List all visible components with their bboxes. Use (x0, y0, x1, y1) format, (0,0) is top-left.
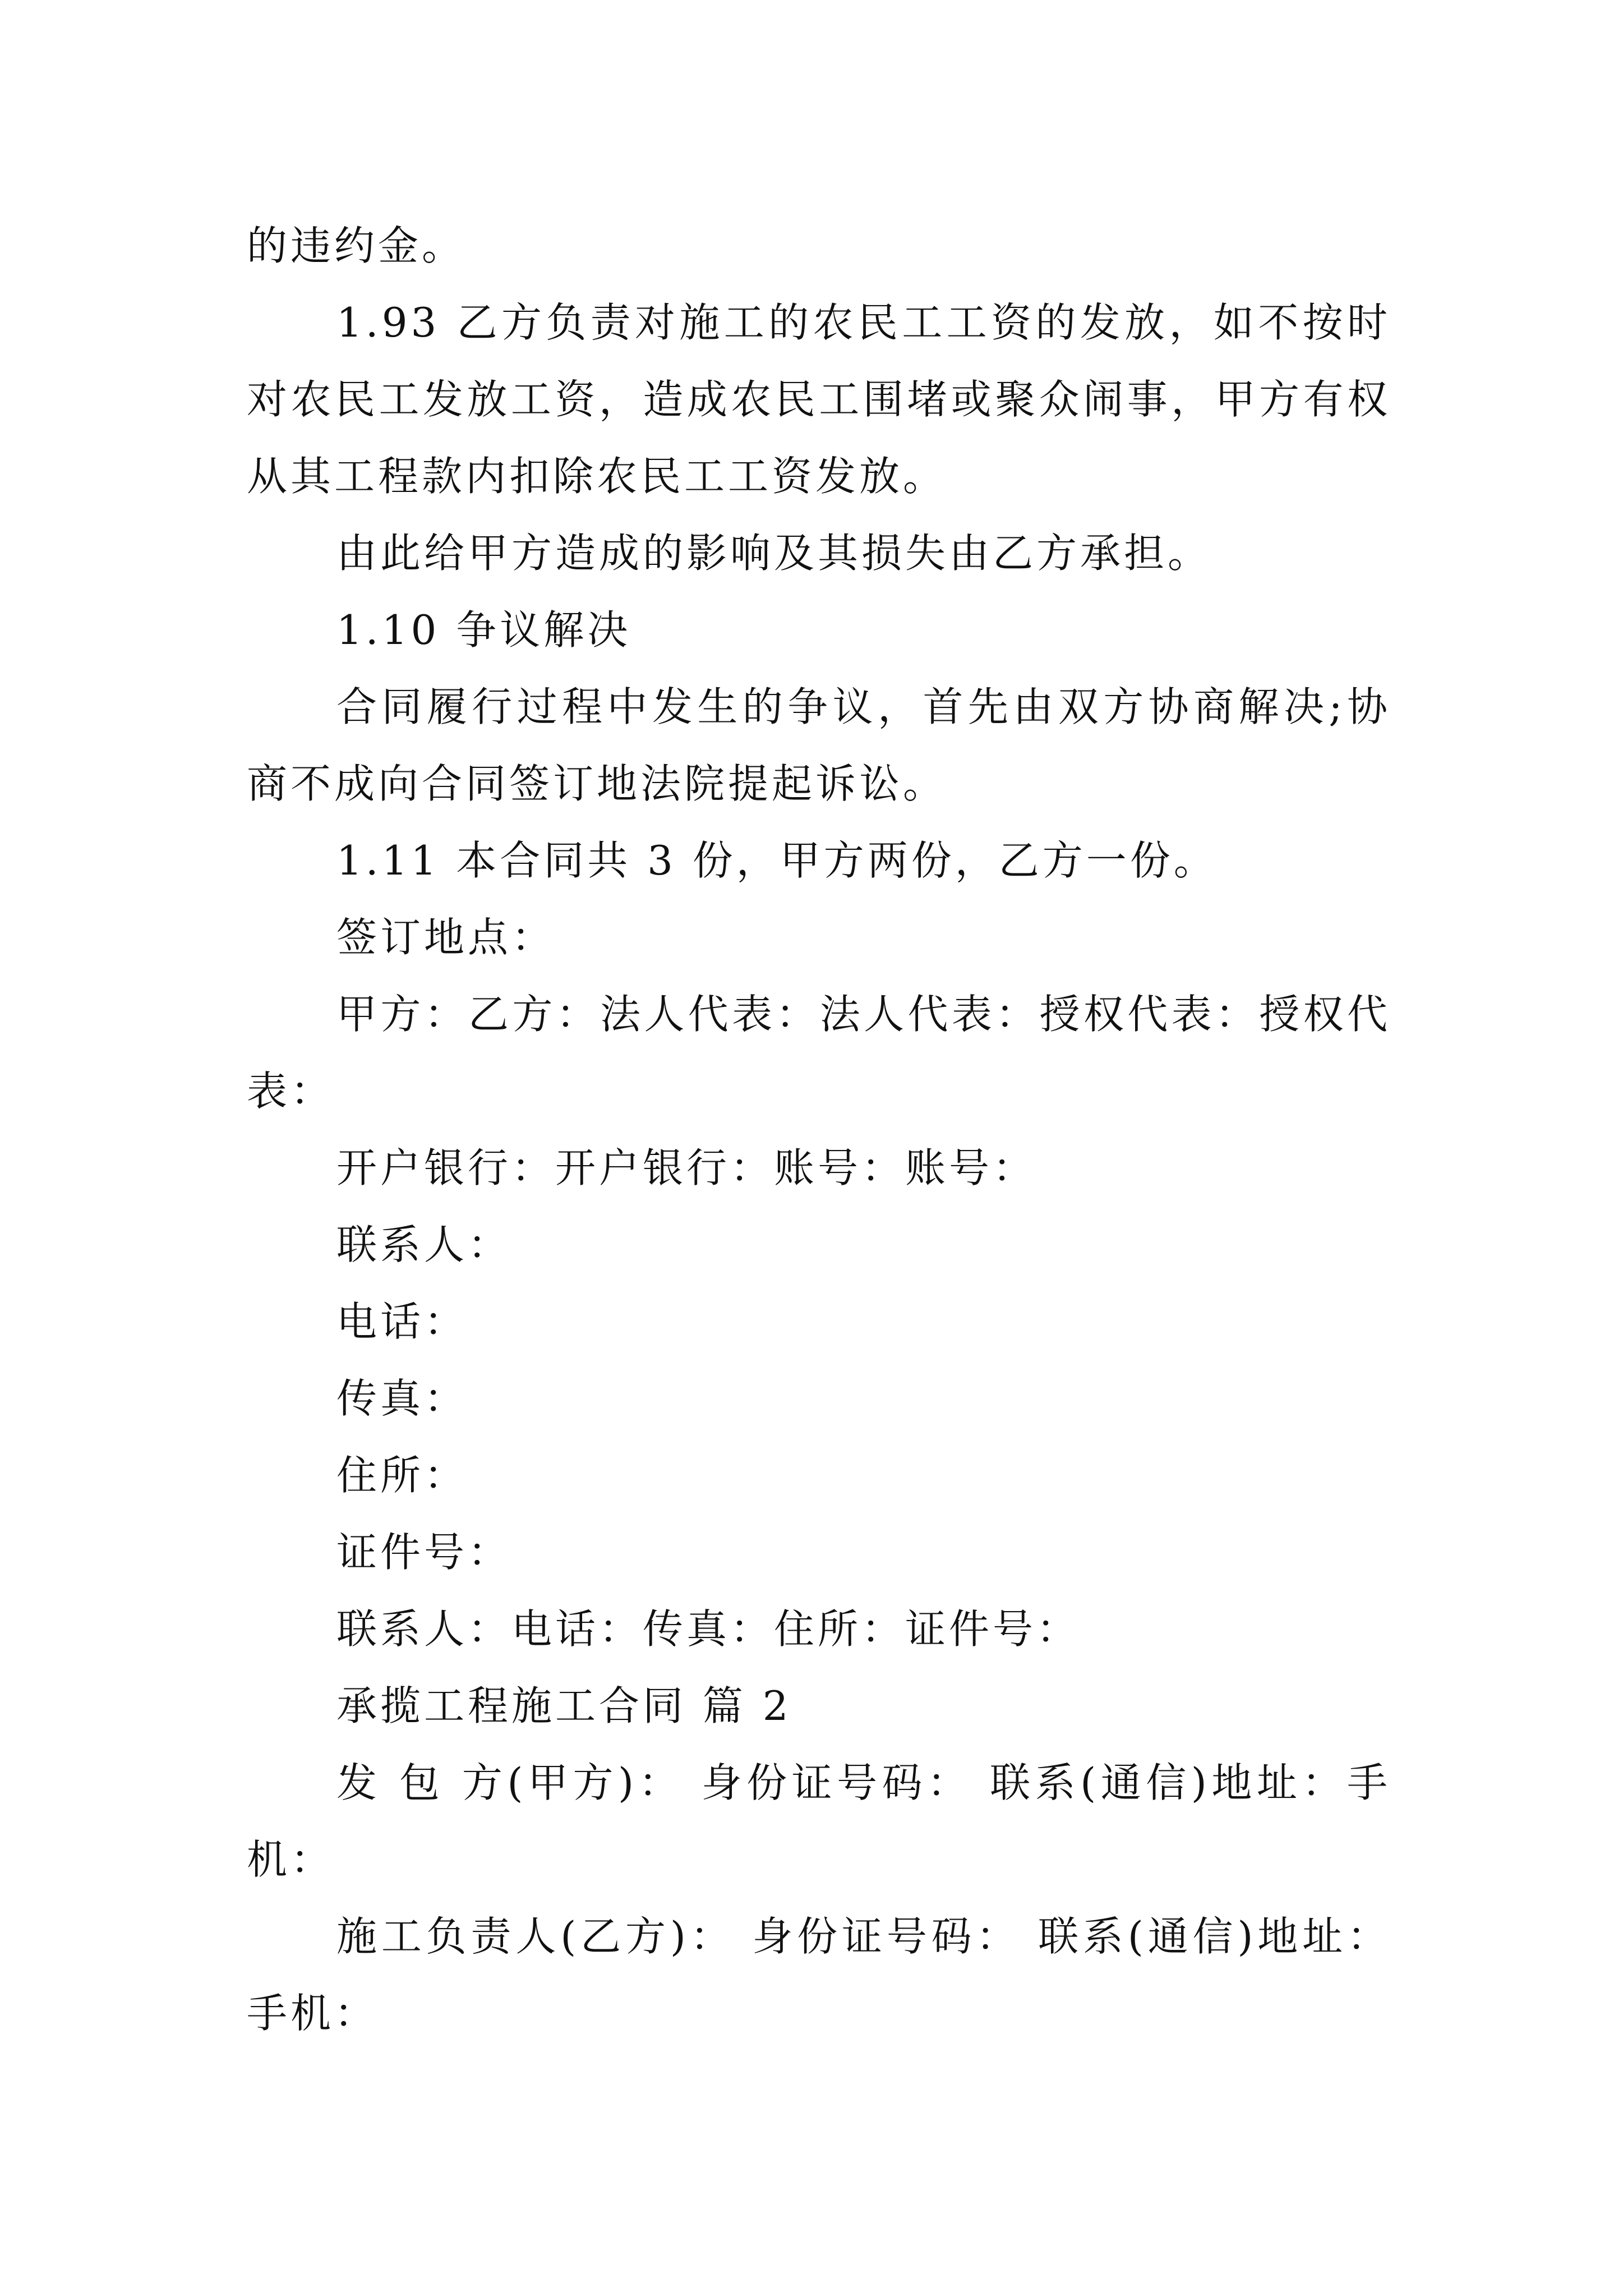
paragraph-continuation: 的违约金。 (247, 222, 466, 269)
paragraph-id-number: 证件号： (336, 1529, 512, 1576)
paragraph-party-a-info: 发 包 方(甲方)： 身份证号码： 联系(通信)地址：手机： (247, 1759, 1391, 1883)
paragraph-clause-1-93: 1.93 乙方负责对施工的农民工工资的发放，如不按时对农民工发放工资，造成农民工围堵或聚众闹事，甲方有权从其工程款内扣除农民工工资发放。 (247, 299, 1391, 500)
paragraph-contact-details: 联系人：电话：传真：住所：证件号： (336, 1605, 1081, 1653)
paragraph-party-b-info: 施工负责人(乙方)： 身份证号码： 联系(通信)地址：手机： (247, 1913, 1391, 2037)
paragraph-address: 住所： (336, 1452, 468, 1499)
paragraph-bank-accounts: 开户银行：开户银行：账号：账号： (336, 1144, 1037, 1191)
paragraph-signing-location: 签订地点： (336, 914, 556, 961)
paragraph-dispute-resolution: 合同履行过程中发生的争议，首先由双方协商解决;协商不成向合同签订地法院提起诉讼。 (247, 683, 1391, 807)
paragraph-liability: 由此给甲方造成的影响及其损失由乙方承担。 (336, 530, 1212, 577)
paragraph-clause-1-11: 1.11 本合同共 3 份，甲方两份，乙方一份。 (336, 837, 1218, 884)
paragraph-parties: 甲方：乙方：法人代表：法人代表：授权代表：授权代表： (247, 991, 1391, 1115)
document-body (247, 208, 1391, 2052)
paragraph-contact-person: 联系人： (336, 1221, 512, 1268)
paragraph-clause-1-10-heading: 1.10 争议解决 (336, 606, 631, 654)
paragraph-phone: 电话： (336, 1298, 468, 1345)
paragraph-section-title: 承揽工程施工合同 篇 2 (336, 1682, 792, 1729)
paragraph-fax: 传真： (336, 1375, 468, 1422)
